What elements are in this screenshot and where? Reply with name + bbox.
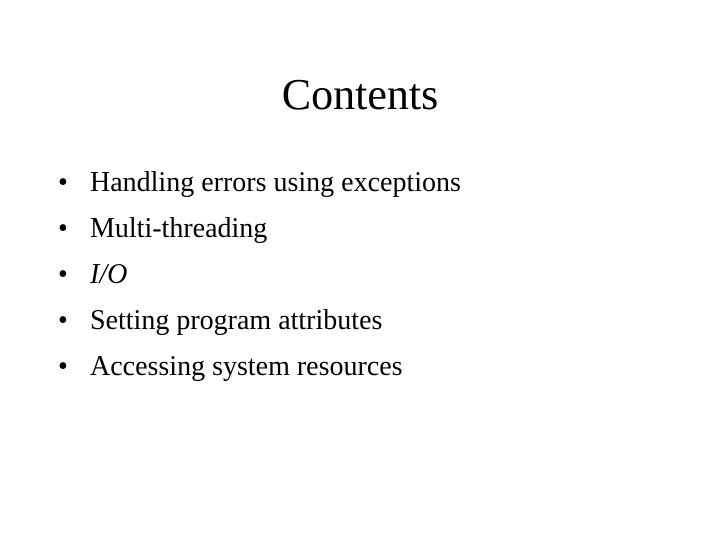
bullet-text: I/O (90, 259, 128, 290)
bullet-icon: • (58, 213, 68, 244)
bullet-text: Setting program attributes (90, 305, 383, 336)
bullet-icon: • (58, 167, 68, 198)
bullet-icon: • (58, 351, 68, 382)
bullet-item-system-resources (58, 344, 461, 390)
bullet-text: Handling errors using exceptions (90, 167, 461, 198)
bullet-icon: • (58, 259, 68, 290)
bullet-item-exceptions (58, 160, 461, 206)
bullet-icon: • (58, 305, 68, 336)
bullet-item-io (58, 252, 461, 298)
bullet-item-multithreading (58, 206, 461, 252)
bullet-text: Multi-threading (90, 213, 268, 244)
slide-title: Contents (281, 70, 439, 119)
bullet-list (58, 160, 461, 390)
bullet-text: Accessing system resources (90, 351, 403, 382)
bullet-item-program-attributes (58, 298, 461, 344)
